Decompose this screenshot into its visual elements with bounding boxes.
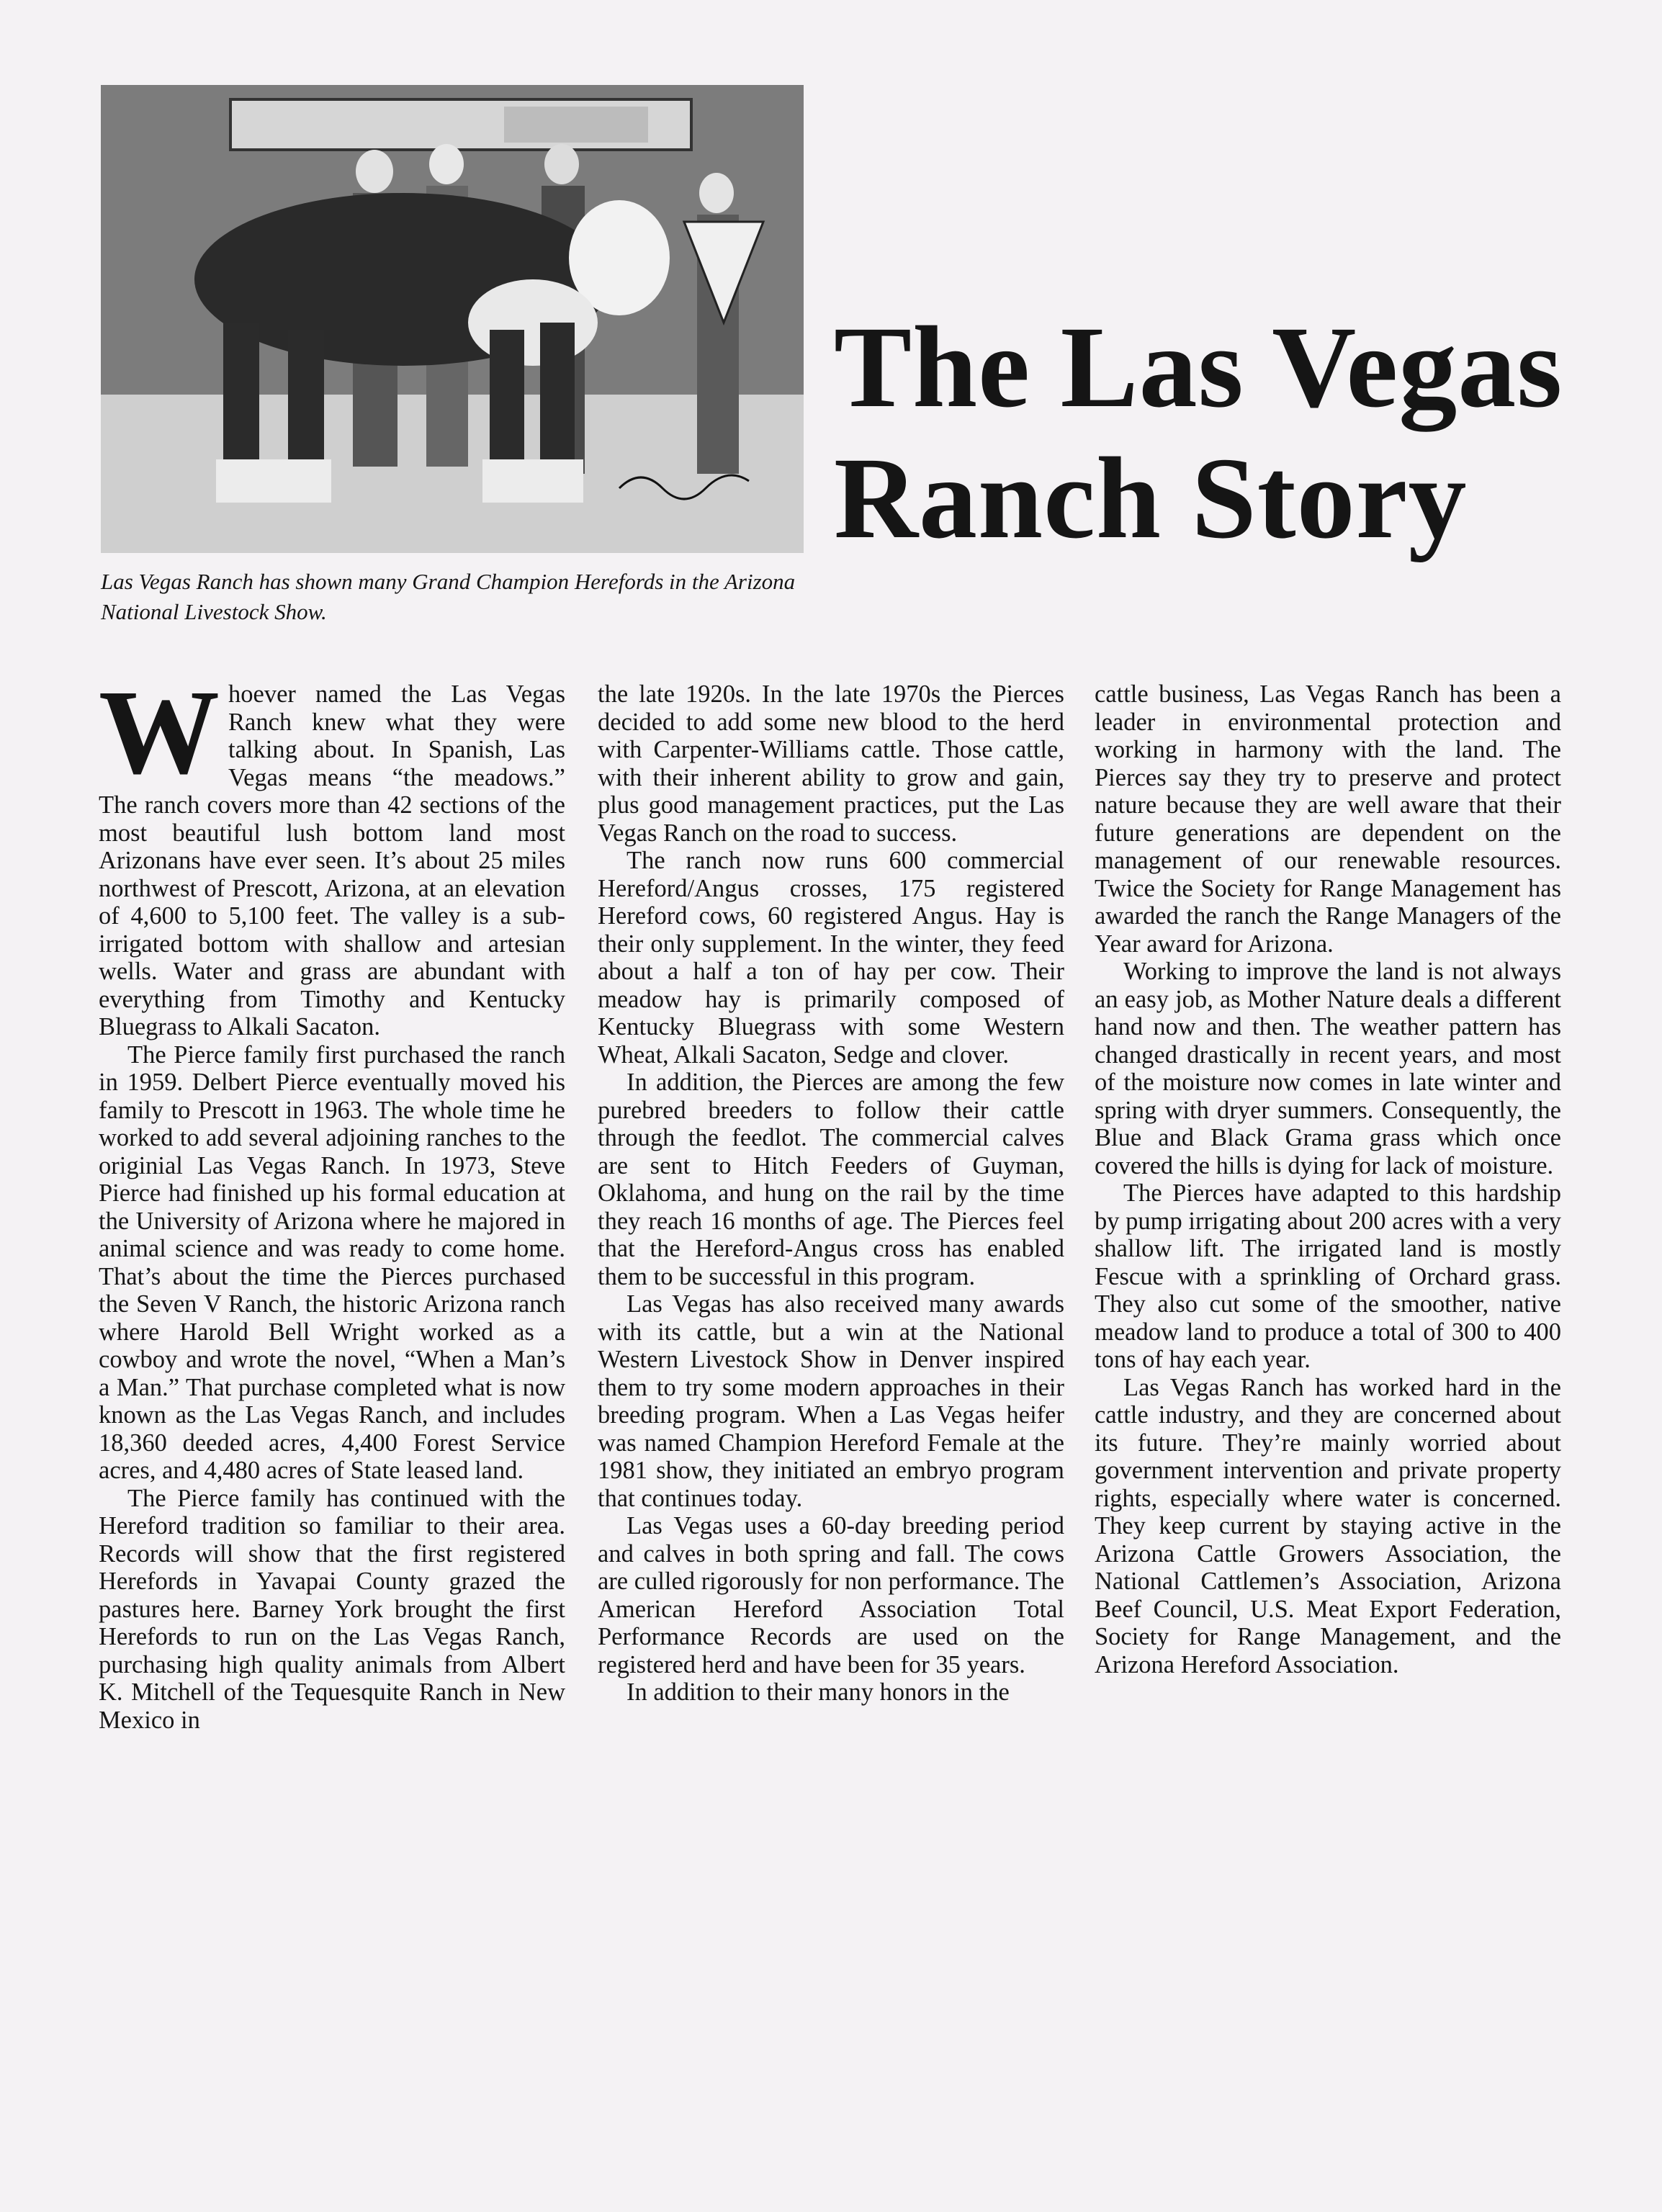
title-line-2: Ranch Story <box>834 434 1468 563</box>
article-column-2 <box>598 680 1064 2121</box>
title-line-1: The Las Vegas <box>834 303 1563 432</box>
paragraph: The Pierce family first purchased the ranch in 1959. Delbert Pierce eventually moved his family to Prescott in 1963. The whole time he worked to add several adjoining ranches to the originial Las Vegas Ranch. In 1973, Steve Pierce had finished up his formal education at the University of Arizona where he majored in animal science and was ready to come home. That’s about the time the Pierces purchased the Seven V Ranch, the historic Arizona ranch where Harold Bell Wright worked as a cowboy and wrote the novel, “When a Man’s a Man.” That purchase completed what is now known as the Las Vegas Ranch, and includes 18,360 deeded acres, 4,400 Forest Service acres, and 4,480 acres of State leased land. <box>99 1040 565 1484</box>
hereford-champion-photo <box>101 85 804 553</box>
paragraph: The Pierce family has continued with the Hereford tradition so familiar to their area. Records will show that the first registered Herefords in Yavapai County grazed the pastures here. Barney York brought the first Herefords to run on the Las Vegas Ranch, purchasing high quality animals from Albert K. Mitchell of the Tequesquite Ranch in New Mexico in <box>99 1484 565 1734</box>
paragraph: Working to improve the land is not always an easy job, as Mother Nature deals a different hand now and then. The weather pattern has changed drastically in recent years, and most of the moisture now comes in late winter and spring with dryer summers. Consequently, the Blue and Black Grama grass which once covered the hills is dying for lack of moisture. <box>1095 958 1561 1179</box>
photo-caption: Las Vegas Ranch has shown many Grand Champion Herefords in the Arizona National Livestock Show. <box>101 569 796 624</box>
article-title <box>834 302 1626 565</box>
paragraph: Las Vegas Ranch has worked hard in the cattle industry, and they are concerned about its future. They’re mainly worried about government intervention and private property rights, especially where water is concerned. They keep current by staying active in the Arizona Cattle Growers Association, the National Cattlemen’s Association, Arizona Beef Council, U.S. Meat Export Federation, Society for Range Management, and the Arizona Hereford Association. <box>1095 1373 1561 1678</box>
paragraph: Las Vegas has also received many awards with its cattle, but a win at the National Western Livestock Show in Denver inspired them to try some modern approaches in their breeding program. When a Las Vegas heifer was named Champion Hereford Female at the 1981 show, they initiated an embryo program that continues today. <box>598 1290 1064 1512</box>
paragraph-text: hoever named the Las Vegas Ranch knew what they were talking about. In Spanish, Las Vegas means “the meadows.” The ranch covers more than 42 sections of the most beautiful lush bottom land most Arizonans have ever seen. It’s about 25 miles northwest of Prescott, Arizona, at an elevation of 4,600 to 5,100 feet. The valley is a sub-irrigated bottom with shallow and artesian wells. Water and grass are abundant with everything from Timothy and Kentucky Bluegrass to Alkali Sacaton. <box>99 680 565 1040</box>
paragraph <box>99 680 565 1041</box>
article-column-3 <box>1095 680 1561 2121</box>
paragraph: Las Vegas uses a 60-day breeding period and calves in both spring and fall. The cows are culled rigorously for non performance. The American Hereford Association Total Performance Records are used on the registered herd and have been for 35 years. <box>598 1512 1064 1678</box>
photo-illustration <box>101 85 804 553</box>
paragraph: In addition to their many honors in the <box>626 1678 1010 1706</box>
paragraph: cattle business, Las Vegas Ranch has been a leader in environmental protection and working in harmony with the land. The Pierces say they try to preserve and protect nature because they are well aware that their future generations are dependent on the management of our renewable resources. Twice the Society for Range Management has awarded the ranch the Range Managers of the Year award for Arizona. <box>1095 680 1561 958</box>
paragraph: The Pierces have adapted to this hardship by pump irrigating about 200 acres with a very shallow lift. The irrigated land is mostly Fescue with a sprinkling of Orchard grass. They also cut some of the smoother, native meadow land to produce a total of 300 to 400 tons of hay each year. <box>1095 1179 1561 1373</box>
article-column-1 <box>99 680 565 2121</box>
paragraph: The ranch now runs 600 commercial Hereford/Angus crosses, 175 registered Hereford cows, 60 registered Angus. Hay is their only supplement. In the winter, they feed about a half a ton of hay per cow. Their meadow hay is primarily composed of Kentucky Bluegrass with some Western Wheat, Alkali Sacaton, Sedge and clover. <box>598 847 1064 1069</box>
paragraph: In addition, the Pierces are among the few purebred breeders to follow their cattle through the feedlot. The commercial calves are sent to Hitch Feeders of Guyman, Oklahoma, and hung on the rail by the time they reach 16 months of age. The Pierces feel that the Hereford-Angus cross has enabled them to be successful in this program. <box>598 1069 1064 1290</box>
paragraph: the late 1920s. In the late 1970s the Pierces decided to add some new blood to the herd with Carpenter-Williams cattle. Those cattle, with their inherent ability to grow and gain, plus good management practices, put the Las Vegas Ranch on the road to success. <box>598 680 1064 847</box>
drop-cap: W <box>99 680 220 799</box>
